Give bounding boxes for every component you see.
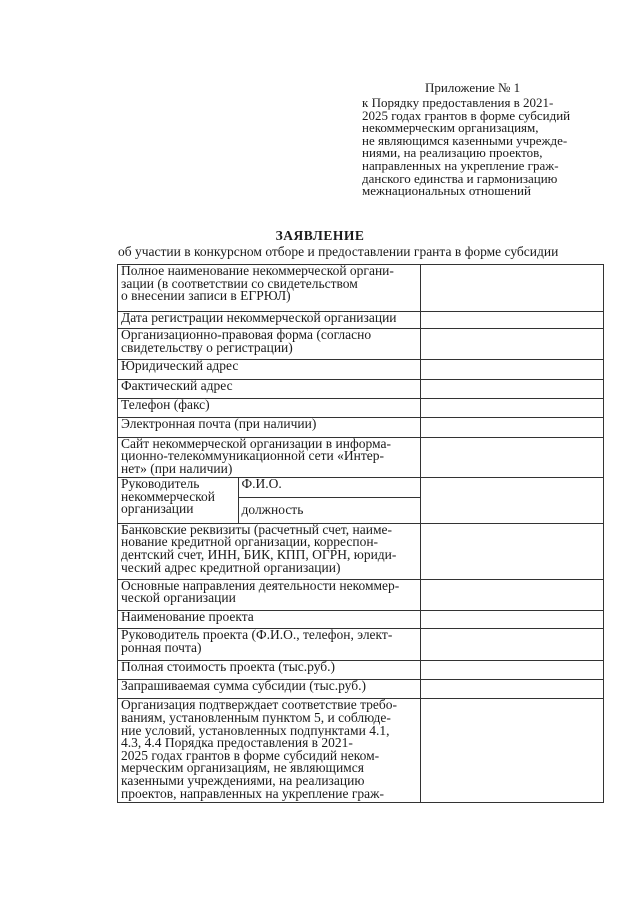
appendix-line: данского единства и гармонизацию bbox=[362, 170, 558, 186]
field-label-email bbox=[118, 418, 421, 437]
label-line: Телефон (факс) bbox=[121, 398, 210, 412]
field-value-project-name[interactable] bbox=[421, 611, 604, 629]
field-label-requested-amount bbox=[118, 680, 421, 699]
label-line: Сайт некоммерческой организации в информа- bbox=[121, 437, 391, 451]
label-line: Полное наименование некоммерческой органи- bbox=[121, 264, 394, 278]
label-line: проектов, направленных на укрепление граж- bbox=[121, 785, 384, 801]
label-line: о внесении записи в ЕГРЮЛ) bbox=[121, 288, 291, 304]
label-line: ческий адрес кредитной организации) bbox=[121, 559, 341, 575]
field-value-project-cost[interactable] bbox=[421, 660, 604, 679]
label-line: ние условий, установленных подпунктами 4.1, bbox=[121, 722, 390, 738]
org-head-position-field[interactable] bbox=[238, 497, 420, 522]
field-value-compliance[interactable] bbox=[421, 699, 604, 803]
field-value-main-activities[interactable] bbox=[421, 579, 604, 610]
field-label-website bbox=[118, 437, 421, 478]
appendix-text bbox=[362, 97, 602, 198]
label-line: ваниям, установленным пунктом 5, и соблюде- bbox=[121, 709, 391, 725]
field-label-project-head bbox=[118, 629, 421, 660]
label-line: Дата регистрации некоммерческой организации bbox=[121, 311, 397, 325]
org-head-fio-label: Ф.И.О. bbox=[241, 478, 282, 492]
appendix-line: межнациональных отношений bbox=[362, 183, 531, 199]
field-value-org-head[interactable] bbox=[421, 478, 604, 524]
appendix-line: некоммерческим организациям, bbox=[362, 120, 539, 136]
label-line: Руководитель bbox=[121, 478, 200, 492]
label-line: Руководитель проекта (Ф.И.О., телефон, элект- bbox=[121, 628, 393, 643]
field-value-legal-form[interactable] bbox=[421, 328, 604, 359]
label-line: Банковские реквизиты (расчетный счет, наиме- bbox=[121, 523, 392, 537]
label-line: некоммерческой bbox=[121, 488, 216, 504]
appendix-line: к Порядку предоставления в 2021- bbox=[362, 95, 554, 110]
field-value-email[interactable] bbox=[421, 418, 604, 437]
label-line: Организация подтверждает соответствие требо- bbox=[121, 698, 398, 713]
label-line: ционно-телекоммуникационной сети «Интер- bbox=[121, 448, 385, 464]
label-line: казенными учреждениями, на реализацию bbox=[121, 772, 365, 788]
label-line: Основные направления деятельности некоммер- bbox=[121, 579, 400, 593]
label-line: Наименование проекта bbox=[121, 610, 254, 625]
label-line: зации (в соответствии со свидетельством bbox=[121, 275, 358, 291]
field-label-project-cost bbox=[118, 660, 421, 679]
label-line: нет» (при наличии) bbox=[121, 460, 233, 476]
field-label-project-name bbox=[118, 611, 421, 629]
field-value-project-head[interactable] bbox=[421, 629, 604, 660]
field-value-phone-fax[interactable] bbox=[421, 398, 604, 417]
field-label-bank-details bbox=[118, 523, 421, 579]
label-line: Запрашиваемая сумма субсидии (тыс.руб.) bbox=[121, 679, 366, 694]
org-head-fio-field[interactable] bbox=[238, 478, 420, 497]
label-line: свидетельству о регистрации) bbox=[121, 339, 293, 355]
field-value-actual-address[interactable] bbox=[421, 379, 604, 398]
appendix-line: 2025 годах грантов в форме субсидий bbox=[362, 107, 571, 123]
field-value-requested-amount[interactable] bbox=[421, 680, 604, 699]
appendix-line: не являющимся казенными учрежде- bbox=[362, 132, 568, 148]
field-org-head bbox=[118, 478, 421, 524]
label-line: Полная стоимость проекта (тыс.руб.) bbox=[121, 660, 336, 674]
appendix-line: направленных на укрепление граж- bbox=[362, 157, 559, 173]
field-value-bank-details[interactable] bbox=[421, 523, 604, 579]
field-label-legal-address bbox=[118, 360, 421, 379]
org-head-position-label: должность bbox=[241, 502, 304, 518]
label-line: дентский счет, ИНН, БИК, КПП, ОГРН, юриди- bbox=[121, 546, 397, 562]
field-label-phone-fax bbox=[118, 398, 421, 417]
field-value-website[interactable] bbox=[421, 437, 604, 478]
field-label-full-name bbox=[118, 265, 421, 312]
field-value-registration-date[interactable] bbox=[421, 311, 604, 328]
label-line: 4.3, 4.4 Порядка предоставления в 2021- bbox=[121, 735, 353, 751]
field-value-full-name[interactable] bbox=[421, 265, 604, 312]
label-line: Электронная почта (при наличии) bbox=[121, 417, 317, 432]
label-line: мерческим организациям, не являющимся bbox=[121, 760, 364, 776]
appendix-line: ниями, на реализацию проектов, bbox=[362, 145, 543, 161]
label-line: организации bbox=[121, 501, 194, 517]
label-line: Юридический адрес bbox=[121, 359, 239, 374]
label-line: ческой организации bbox=[121, 590, 236, 606]
label-line: Организационно-правовая форма (согласно bbox=[121, 328, 372, 342]
document-title: ЗАЯВЛЕНИЕ bbox=[275, 228, 365, 243]
application-form-table bbox=[117, 264, 604, 803]
field-label-legal-form bbox=[118, 328, 421, 359]
field-label-main-activities bbox=[118, 579, 421, 610]
document-subtitle: об участии в конкурсном отборе и предоставлении гранта в форме субсидии bbox=[118, 244, 559, 259]
field-label-actual-address bbox=[118, 379, 421, 398]
label-line: нование кредитной организации, корреспон- bbox=[121, 534, 379, 550]
label-line: Фактический адрес bbox=[121, 379, 233, 393]
label-line: ронная почта) bbox=[121, 639, 202, 655]
appendix-title: Приложение № 1 bbox=[425, 80, 521, 95]
field-label-org-head bbox=[118, 478, 238, 523]
label-line: 2025 годах грантов в форме субсидий неком- bbox=[121, 747, 380, 763]
field-value-legal-address[interactable] bbox=[421, 360, 604, 379]
field-label-compliance bbox=[118, 699, 421, 803]
field-label-registration-date bbox=[118, 311, 421, 328]
